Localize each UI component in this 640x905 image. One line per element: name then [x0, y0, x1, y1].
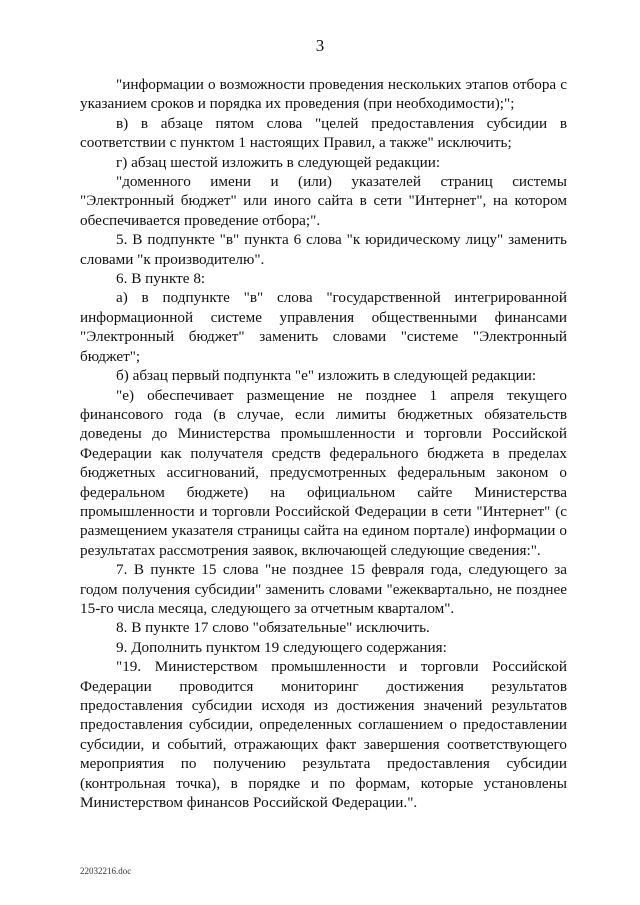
- document-body: [80, 75, 567, 812]
- paragraph-11: 8. В пункте 17 слово "обязательные" исключить.: [116, 619, 430, 637]
- paragraph-3: г) абзац шестой изложить в следующей редакции:: [116, 153, 441, 171]
- paragraph-12: 9. Дополнить пунктом 19 следующего содержания:: [116, 638, 447, 656]
- page-number: 3: [315, 36, 325, 55]
- paragraph-10: 7. В пункте 15 слова "не позднее 15 февраля года, следующего за годом получения субсидии" заменить словами "ежеквартально, не позднее 15-го числа месяца, следующего за отчетным кварталом".: [80, 561, 567, 617]
- paragraph-9: "е) обеспечивает размещение не позднее 1 апреля текущего финансового года (в случае, если лимиты бюджетных обязательств доведены до Министерства промышленности и торговли Российской Федерации как получателя средств федерального бюджета в пределах бюджетных ассигнований, предусмотренных федеральным законом о федеральном бюджете) на официальном сайте Министерства промышленности и торговли Российской Федерации в сети "Интернет" (с размещением указателя страницы сайта на едином портале) информации о результатах рассмотрения заявок, включающей следующие сведения:".: [80, 386, 567, 559]
- paragraph-13: "19. Министерством промышленности и торговли Российской Федерации проводится мониторинг достижения результатов предоставления субсидии исходя из достижения значений результатов предоставления субсидии, определенных соглашением о предоставлении субсидии, и событий, отражающих факт завершения соответствующего мероприятия по получению результата предоставления субсидии (контрольная точка), в порядке и по формам, которые установлены Министерством финансов Российской Федерации.".: [80, 658, 567, 812]
- paragraph-7: а) в подпункте "в" слова "государственной интегрированной информационной системе управления общественными финансами "Электронный бюджет" заменить словами "системе "Электронный бюджет";: [80, 289, 567, 365]
- paragraph-1: "информации о возможности проведения нескольких этапов отбора с указанием сроков и порядка их проведения (при необходимости);";: [80, 76, 567, 113]
- paragraph-4: "доменного имени и (или) указателей страниц системы "Электронный бюджет" или иного сайта в сети "Интернет", на котором обеспечивается проведение отбора;".: [80, 173, 567, 229]
- paragraph-8: б) абзац первый подпункта "е" изложить в следующей редакции:: [116, 367, 537, 385]
- paragraph-5: 5. В подпункте "в" пункта 6 слова "к юридическому лицу" заменить словами "к производителю".: [80, 231, 567, 268]
- paragraph-2: в) в абзаце пятом слова "целей предоставления субсидии в соответствии с пунктом 1 настоящих Правил, а также" исключить;: [80, 114, 567, 152]
- file-name-footer: 22032216.doc: [80, 866, 132, 876]
- paragraph-6: 6. В пункте 8:: [116, 270, 206, 288]
